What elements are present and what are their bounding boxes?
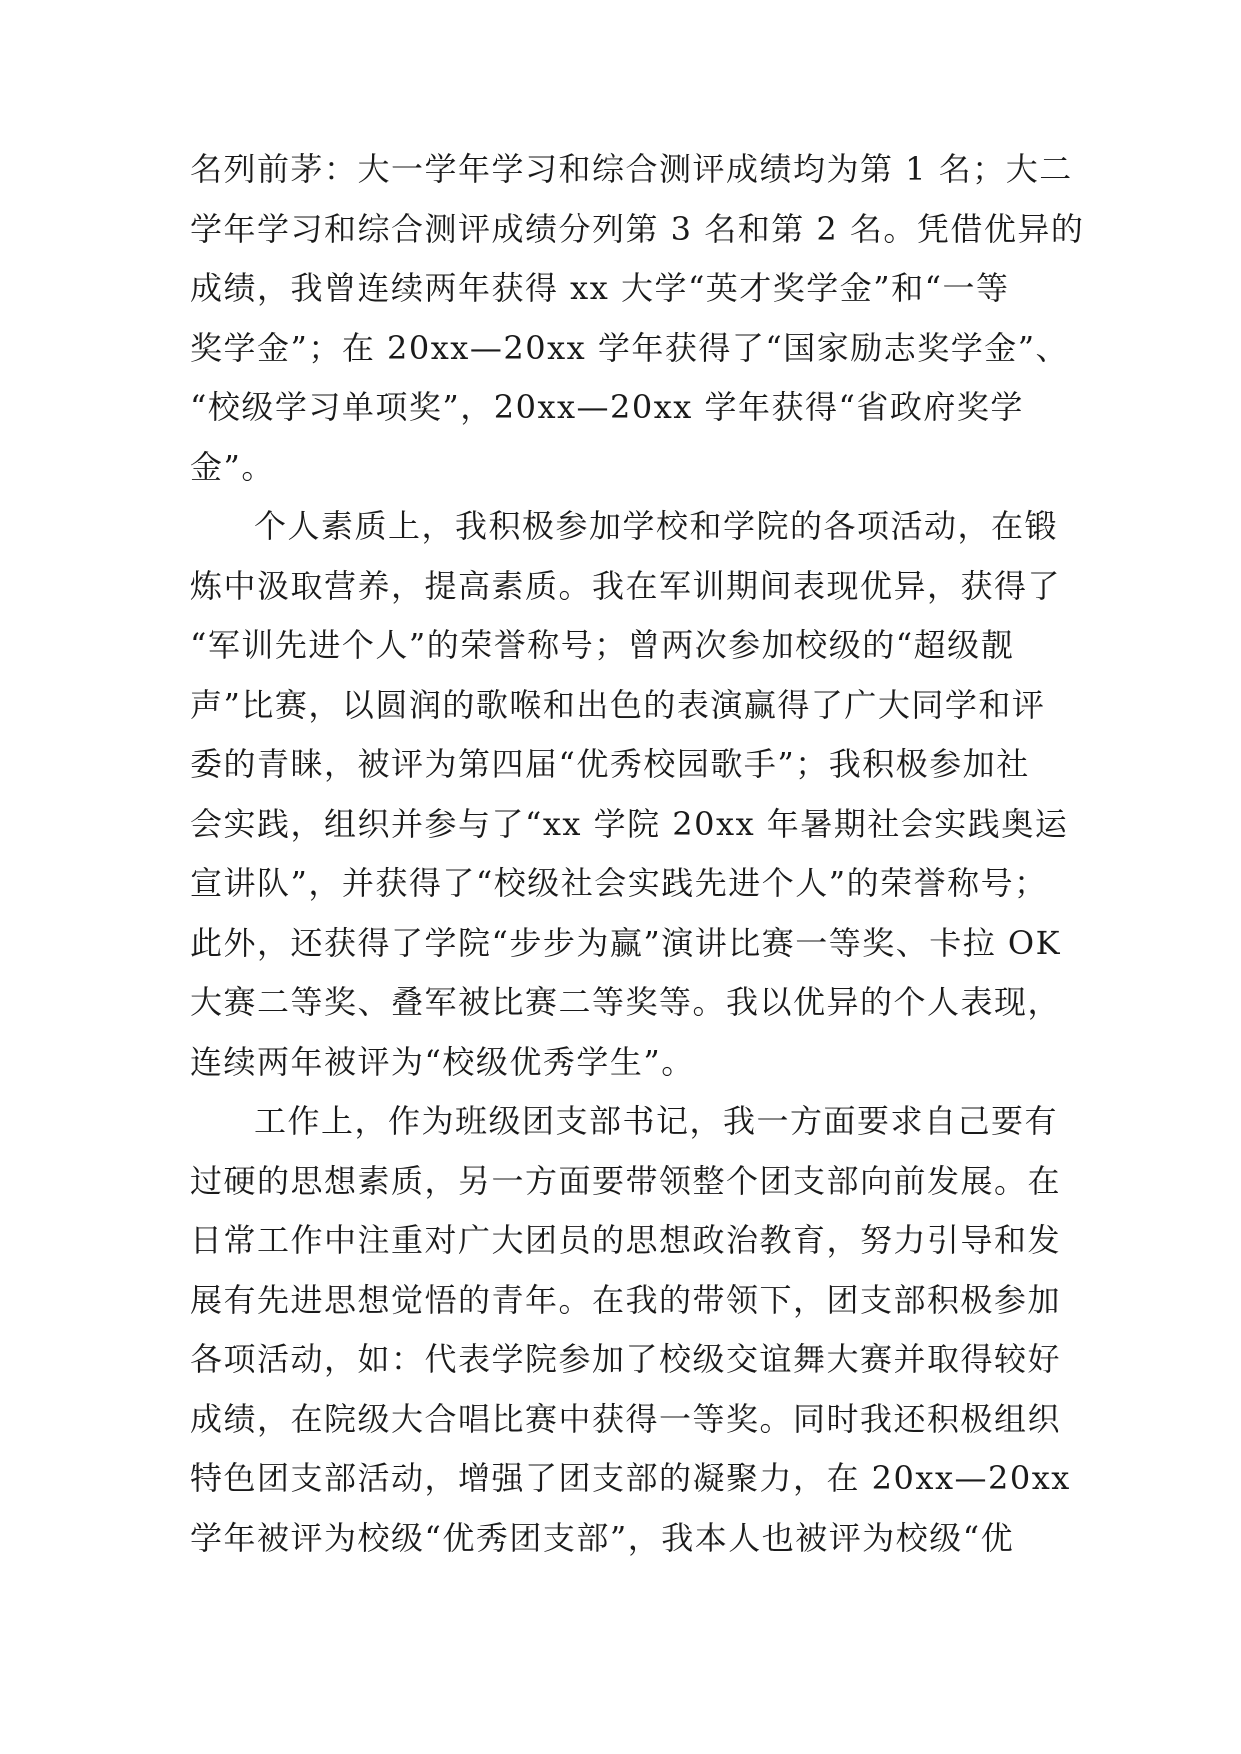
text-line: 此外，还获得了学院“步步为赢”演讲比赛一等奖、卡拉 OK	[190, 923, 1062, 962]
text-line: 名列前茅：大一学年学习和综合测评成绩均为第 1 名；大二	[190, 150, 1073, 188]
text-line: 学年学习和综合测评成绩分列第 3 名和第 2 名。凭借优异的	[190, 209, 1085, 248]
text-line: 个人素质上，我积极参加学校和学院的各项活动，在锻	[254, 507, 1059, 545]
text-line: 奖学金”；在 20xx—20xx 学年获得了“国家励志奖学金”、	[190, 328, 1070, 367]
paragraph-work	[190, 1092, 1070, 1568]
document-body	[190, 140, 1085, 1568]
text-line: 各项活动，如：代表学院参加了校级交谊舞大赛并取得较好	[190, 1340, 1062, 1378]
text-line: 大赛二等奖、叠军被比赛二等奖等。我以优异的个人表现，	[190, 983, 1062, 1021]
text-line: 工作上，作为班级团支部书记，我一方面要求自己要有	[254, 1102, 1059, 1140]
text-line: “军训先进个人”的荣誉称号；曾两次参加校级的“超级靓	[190, 626, 1015, 664]
paragraph-scholarships	[190, 140, 1085, 497]
text-line: 特色团支部活动，增强了团支部的凝聚力，在 20xx—20xx	[190, 1459, 1071, 1497]
text-line: 会实践，组织并参与了“xx 学院 20xx 年暑期社会实践奥运	[190, 804, 1069, 843]
text-line: 宣讲队”，并获得了“校级社会实践先进个人”的荣誉称号；	[190, 864, 1048, 902]
text-line: 金”。	[190, 447, 275, 486]
text-line: 炼中汲取营养，提高素质。我在军训期间表现优异，获得了	[190, 566, 1062, 605]
text-line: 连续两年被评为“校级优秀学生”。	[190, 1042, 695, 1081]
text-line: 声”比赛，以圆润的歌喉和出色的表演赢得了广大同学和评	[190, 685, 1046, 724]
text-line: 日常工作中注重对广大团员的思想政治教育，努力引导和发	[190, 1221, 1062, 1259]
text-line: 委的青睐，被评为第四届“优秀校园歌手”；我积极参加社	[190, 745, 1030, 783]
text-line: 展有先进思想觉悟的青年。在我的带领下，团支部积极参加	[190, 1280, 1062, 1319]
text-line: 成绩，我曾连续两年获得 xx 大学“英才奖学金”和“一等	[190, 269, 1010, 307]
text-line: “校级学习单项奖”，20xx—20xx 学年获得“省政府奖学	[190, 388, 1024, 426]
text-line: 过硬的思想素质，另一方面要带领整个团支部向前发展。在	[190, 1161, 1062, 1200]
paragraph-personal-quality	[190, 497, 1070, 1092]
text-line: 学年被评为校级“优秀团支部”，我本人也被评为校级“优	[190, 1518, 1015, 1557]
text-line: 成绩，在院级大合唱比赛中获得一等奖。同时我还积极组织	[190, 1399, 1062, 1438]
